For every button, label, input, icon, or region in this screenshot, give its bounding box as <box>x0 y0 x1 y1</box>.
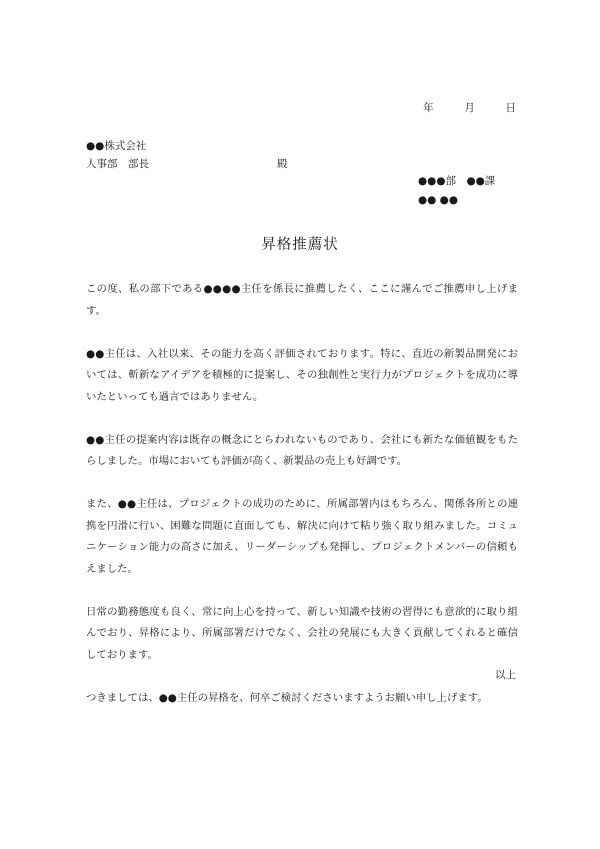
body-paragraph-2: ●●主任は、入社以来、その能力を高く評価されております。特に、直近の新製品開発においては、斬新なアイデアを積極的に提案し、その独創性と実行力がプロジェクトを成功に導いたといっても過言ではありません。 <box>86 347 518 403</box>
body-paragraph-4: また、●●主任は、プロジェクトの成功のために、所属部署内はもちろん、関係各所との連携を円滑に行い、困難な問題に直面しても、解決に向けて粘り強く取り組みました。コミュニケーション能力の高さに加え、リーダーシップも発揮し、プロジェクトメンバーの信頼もえました。 <box>86 498 518 575</box>
body-paragraph-5: 日常の勤務態度も良く、常に向上心を持って、新しい知識や技術の習得にも意欲的に取り組んでおり、昇格により、所属部署だけでなく、会社の発展にも大きく貢献してくれると確信しております。 <box>86 605 518 661</box>
document-title: 昇格推薦状 <box>261 237 339 253</box>
date-line <box>423 100 516 115</box>
closing-text: 以上 <box>495 669 516 681</box>
date-year-label: 年 <box>423 102 434 114</box>
date-month-label: 月 <box>464 102 475 114</box>
recipient-block <box>86 137 288 173</box>
sender-block <box>418 172 495 210</box>
sender-department: ●●●部 ●●課 <box>418 175 496 187</box>
sender-name: ●● ●● <box>418 194 458 206</box>
date-day-label: 日 <box>505 102 516 114</box>
recipient-honorific: 殿 <box>277 158 288 170</box>
recipient-title: 人事部 部長 <box>86 158 149 170</box>
body-paragraph-1: この度、私の部下である●●●●主任を係長に推薦したく、ここに謹んでご推薦申し上げます。 <box>86 283 518 317</box>
body-paragraph-3: ●●主任の提案内容は既存の概念にとらわれないものであり、会社にも新たな価値観をもたらしました。市場においても評価が高く、新製品の売上も好調です。 <box>86 433 518 467</box>
document-body <box>86 279 518 731</box>
recipient-company: ●●株式会社 <box>86 140 147 152</box>
body-paragraph-6: つきましては、●●主任の昇格を、何卒ご検討くださいますようお願い申し上げます。 <box>86 691 488 704</box>
